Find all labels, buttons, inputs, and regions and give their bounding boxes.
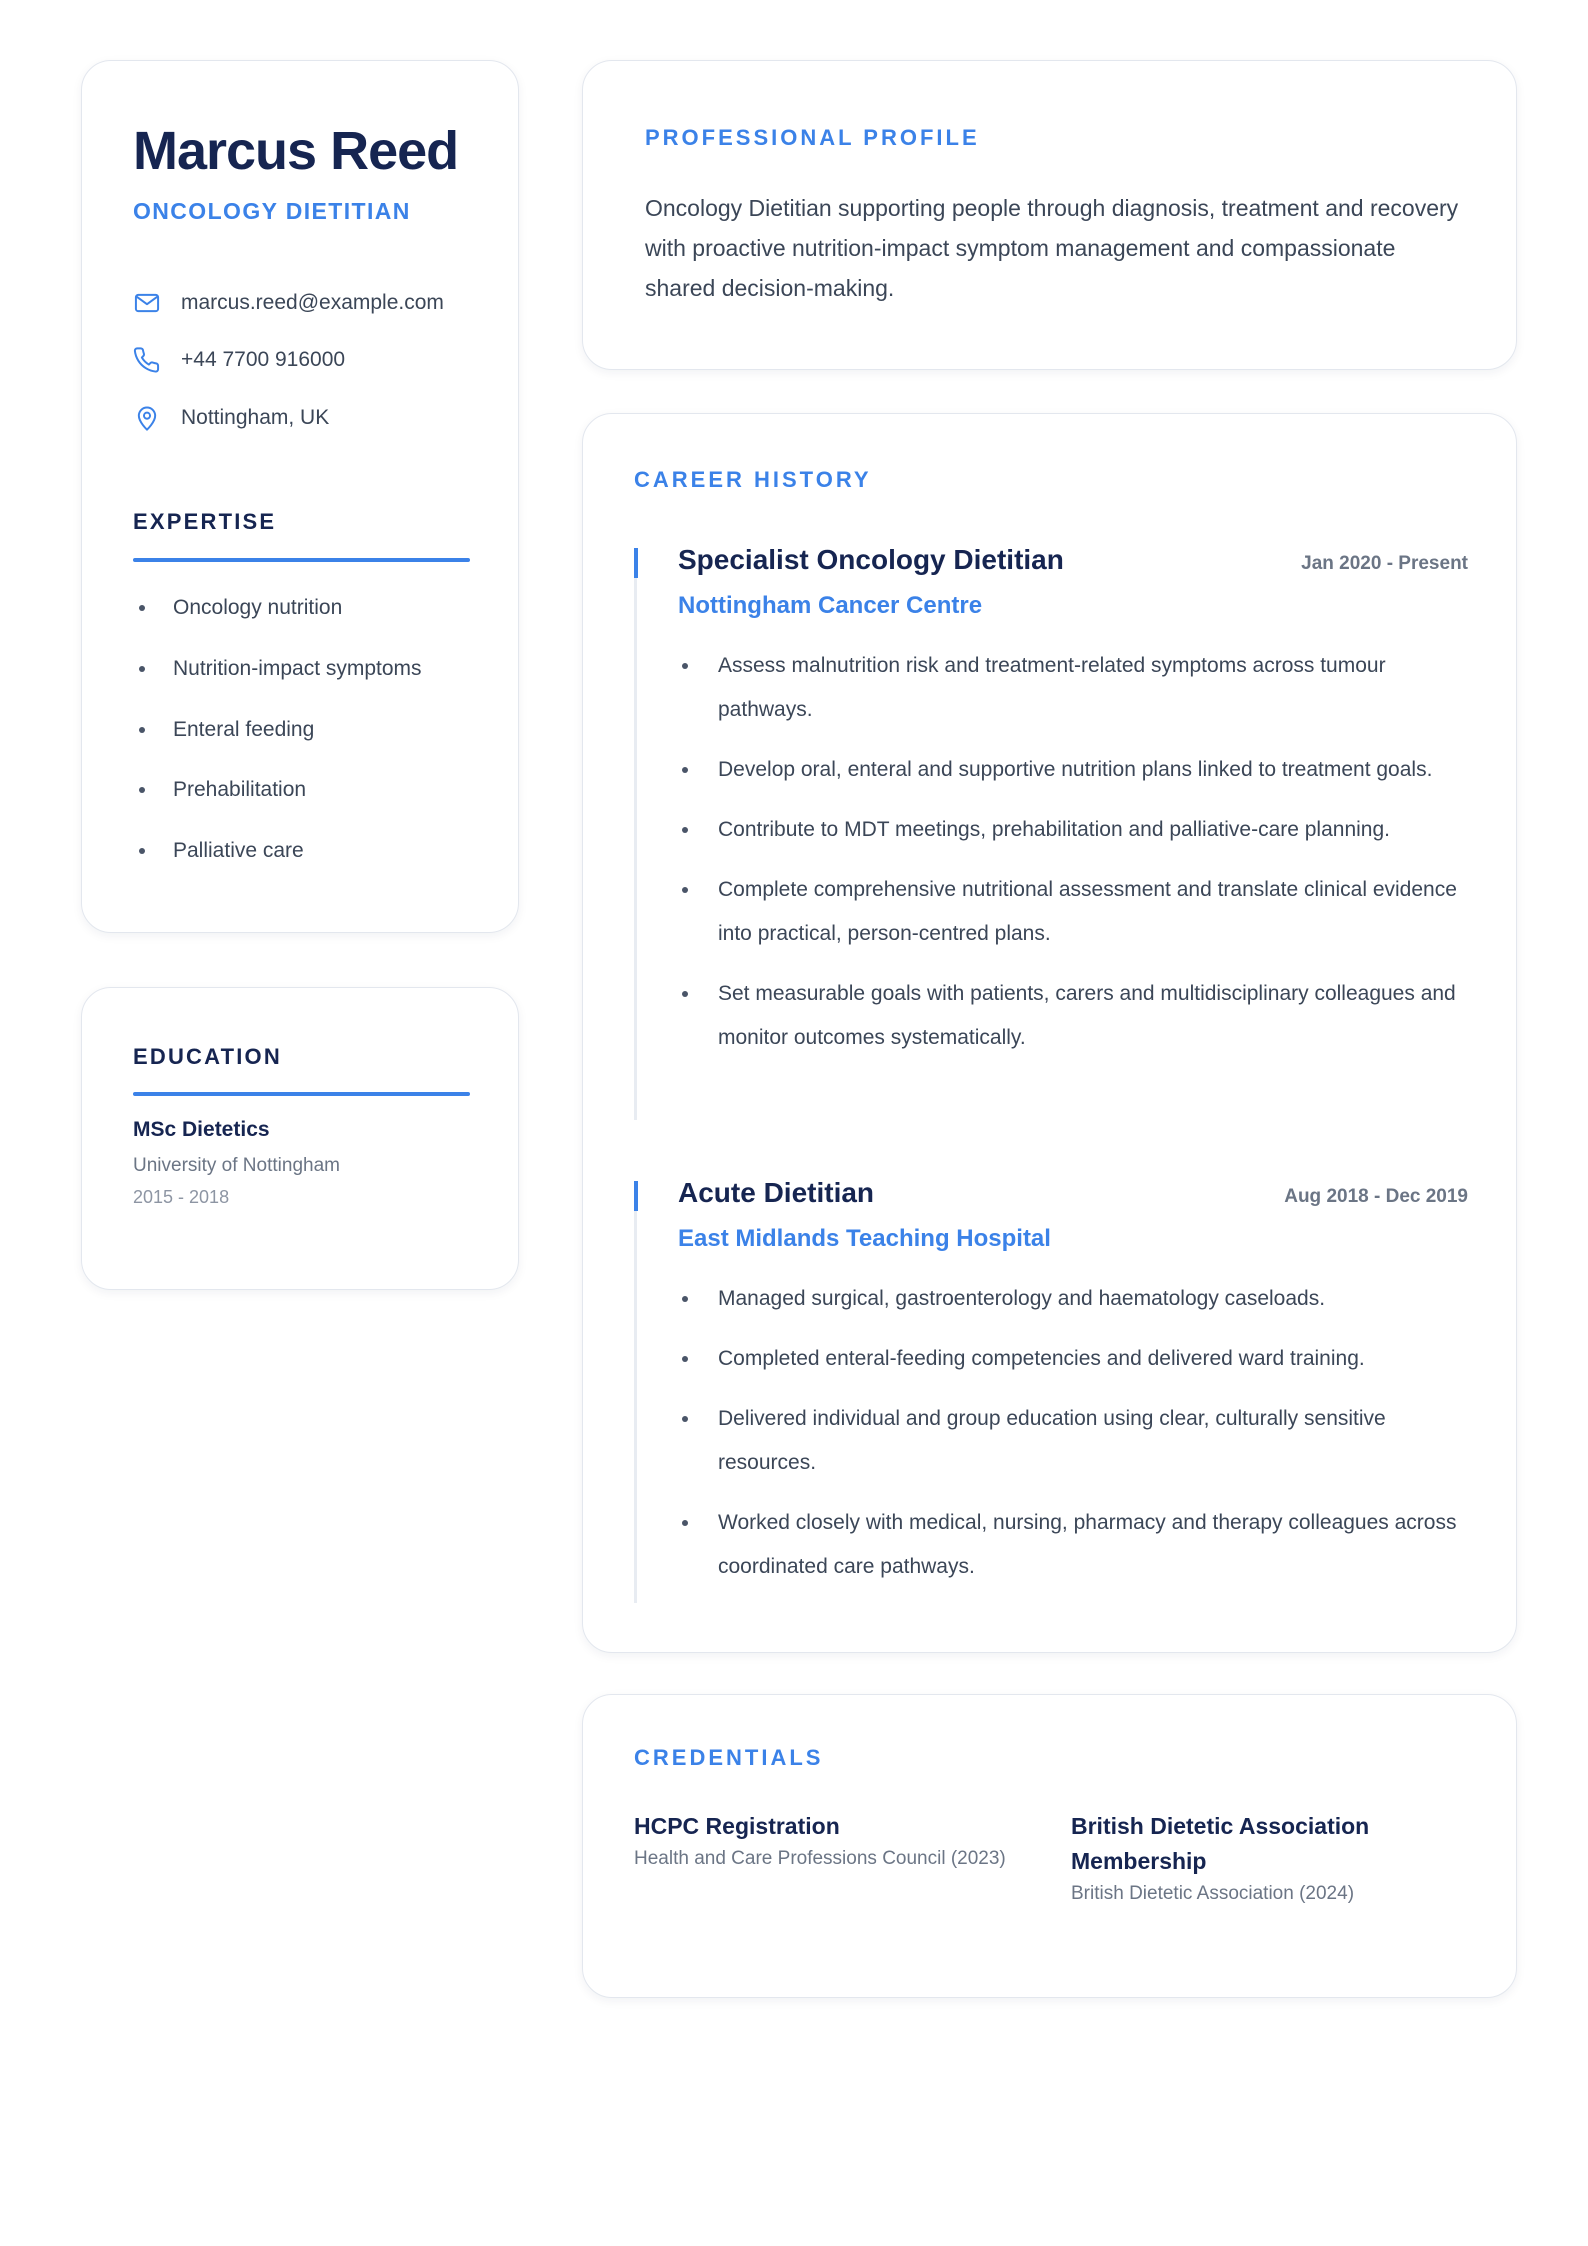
list-item: Assess malnutrition risk and treatment-related symptoms across tumour pathways.	[678, 644, 1468, 732]
bullet-icon	[682, 991, 688, 997]
list-item: Worked closely with medical, nursing, pharmacy and therapy colleagues across coordinated care pathways.	[678, 1501, 1468, 1589]
contact-location-text: Nottingham, UK	[181, 406, 330, 429]
education-heading: EDUCATION	[133, 1044, 282, 1069]
identity-card	[81, 60, 519, 933]
mail-icon	[133, 289, 161, 317]
contact-location	[133, 402, 329, 434]
expertise-heading: EXPERTISE	[133, 509, 277, 534]
job-timeline-line	[634, 1211, 637, 1603]
bullet-icon	[139, 666, 145, 672]
job-organization: East Midlands Teaching Hospital	[678, 1225, 1051, 1252]
job-organization: Nottingham Cancer Centre	[678, 592, 983, 619]
list-item: Develop oral, enteral and supportive nutrition plans linked to treatment goals.	[678, 748, 1468, 792]
list-item: Delivered individual and group education using clear, culturally sensitive resources.	[678, 1397, 1468, 1485]
list-item: Completed enteral-feeding competencies and delivered ward training.	[678, 1337, 1468, 1381]
candidate-role: ONCOLOGY DIETITIAN	[133, 198, 411, 224]
list-item: Palliative care	[133, 836, 304, 866]
job-responsibilities	[678, 1277, 1468, 1605]
bullet-icon	[682, 767, 688, 773]
list-item: Contribute to MDT meetings, prehabilitation and palliative-care planning.	[678, 808, 1468, 852]
credential-issuer: British Dietetic Association (2024)	[1071, 1883, 1355, 1904]
list-item: Managed surgical, gastroenterology and haematology caseloads.	[678, 1277, 1468, 1321]
job-title: Acute Dietitian	[678, 1177, 875, 1208]
education-school: University of Nottingham	[133, 1155, 340, 1176]
career-heading: CAREER HISTORY	[634, 467, 872, 492]
job-dates: Aug 2018 - Dec 2019	[1284, 1186, 1468, 1207]
credential-item	[634, 1809, 1054, 1874]
job-dates: Jan 2020 - Present	[1301, 553, 1468, 574]
career-card	[582, 413, 1517, 1653]
contact-phone-text: +44 7700 916000	[181, 348, 346, 371]
bullet-icon	[139, 787, 145, 793]
job-responsibilities	[678, 644, 1468, 1076]
expertise-divider	[133, 558, 470, 562]
job-accent-bar	[634, 1181, 638, 1211]
bullet-icon	[682, 1296, 688, 1302]
education-years: 2015 - 2018	[133, 1187, 230, 1207]
bullet-icon	[139, 727, 145, 733]
bullet-icon	[682, 1520, 688, 1526]
education-degree: MSc Dietetics	[133, 1118, 270, 1141]
job-entry	[634, 1177, 1468, 1601]
contact-phone[interactable]	[133, 344, 345, 376]
job-timeline-line	[634, 578, 637, 1120]
profile-card	[582, 60, 1517, 370]
credential-item	[1071, 1809, 1411, 1909]
job-title: Specialist Oncology Dietitian	[678, 544, 1064, 575]
bullet-icon	[682, 1356, 688, 1362]
list-item: Set measurable goals with patients, carers and multidisciplinary colleagues and monitor outcomes systematically.	[678, 972, 1468, 1060]
location-pin-icon	[133, 404, 161, 432]
job-entry	[634, 544, 1468, 1120]
bullet-icon	[139, 605, 145, 611]
contact-email[interactable]	[133, 287, 444, 319]
bullet-icon	[682, 827, 688, 833]
education-divider	[133, 1092, 470, 1096]
credential-title: HCPC Registration	[634, 1813, 840, 1839]
bullet-icon	[682, 1416, 688, 1422]
education-card	[81, 987, 519, 1290]
list-item: Enteral feeding	[133, 715, 314, 745]
bullet-icon	[139, 848, 145, 854]
credentials-heading: CREDENTIALS	[634, 1745, 824, 1770]
phone-icon	[133, 346, 161, 374]
bullet-icon	[682, 887, 688, 893]
profile-heading: PROFESSIONAL PROFILE	[645, 125, 980, 150]
credentials-card	[582, 1694, 1517, 1998]
contact-email-text: marcus.reed@example.com	[181, 291, 444, 314]
bullet-icon	[682, 663, 688, 669]
list-item: Prehabilitation	[133, 775, 306, 805]
credential-title: British Dietetic Association Membership	[1071, 1813, 1370, 1874]
list-item: Nutrition-impact symptoms	[133, 654, 422, 684]
job-accent-bar	[634, 548, 638, 578]
candidate-name: Marcus Reed	[133, 121, 459, 181]
credential-issuer: Health and Care Professions Council (2023)	[634, 1848, 1006, 1869]
profile-summary: Oncology Dietitian supporting people through diagnosis, treatment and recovery with proactive nutrition-impact symptom management and compassionate shared decision-making.	[645, 195, 1459, 301]
list-item: Complete comprehensive nutritional assessment and translate clinical evidence into practical, person-centred plans.	[678, 868, 1468, 956]
list-item: Oncology nutrition	[133, 593, 342, 623]
